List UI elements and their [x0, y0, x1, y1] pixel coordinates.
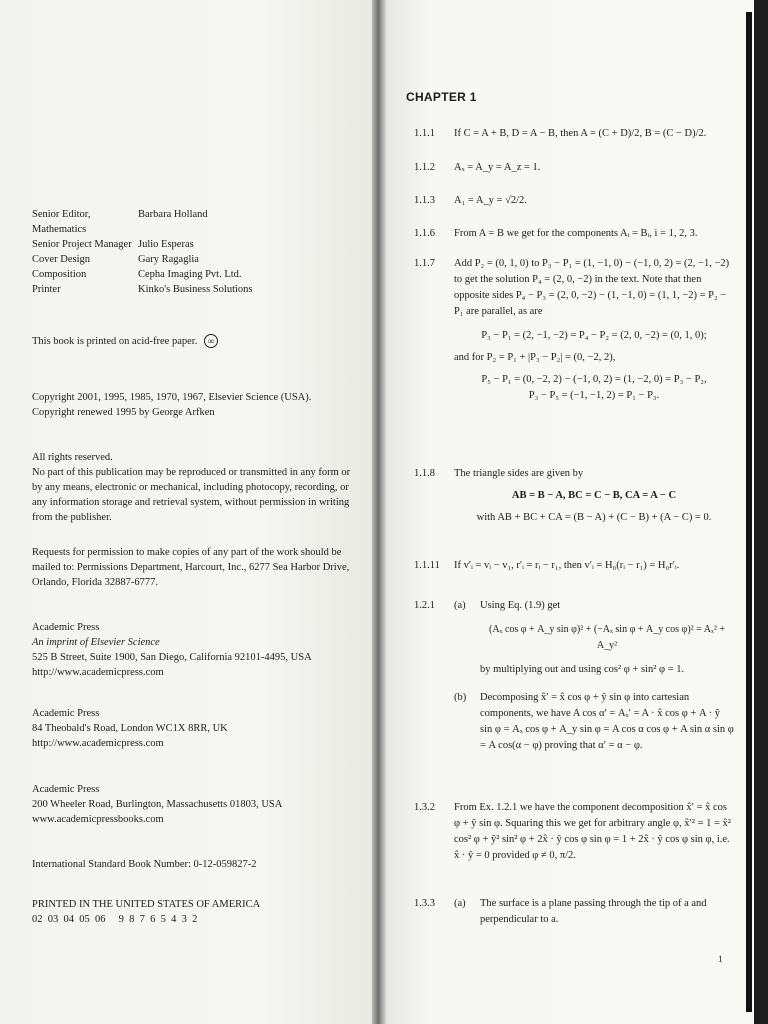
- problem-1-2-1: [414, 598, 734, 754]
- acid-free-text: This book is printed on acid-free paper.: [32, 336, 198, 347]
- problem-text: The surface is a plane passing through the tip of a and perpendicular to a.: [480, 898, 707, 925]
- problem-number: 1.1.6: [414, 228, 435, 239]
- publisher-url: www.academicpressbooks.com: [32, 814, 164, 825]
- credit-role: Printer: [32, 284, 61, 295]
- problem-body: [454, 896, 734, 928]
- problem-text: From A = B we get for the components Aᵢ = Bᵢ, i = 1, 2, 3.: [454, 228, 698, 239]
- problem-1-1-8: [414, 466, 734, 526]
- permissions-text: Requests for permission to make copies of any part of the work should be mailed to: Permissions Department, Harcourt, Inc., 6277 Sea Harbor Drive, Orlando, Florida 32887-6777.: [32, 547, 350, 588]
- credit-role: Composition: [32, 269, 87, 280]
- printed-country: PRINTED IN THE UNITED STATES OF AMERICA: [32, 899, 261, 910]
- left-page: [0, 0, 372, 1024]
- problem-text: From Ex. 1.2.1 we have the component decomposition x̂′ = x̂ cos φ + ŷ sin φ. Squaring this we get for arbitrary angle φ, x̂′² = 1 = x̂² cos² φ + ŷ² sin² φ + 2x̂ · ŷ cos φ sin φ = 1 + 2x̂ · ŷ cos φ sin φ, i.e. x̂ · ŷ = 0 provided φ ≠ 0, π/2.: [454, 802, 731, 861]
- publisher-address: 84 Theobald's Road, London WC1X 8RR, UK: [32, 723, 228, 734]
- publisher-name: Academic Press: [32, 622, 100, 633]
- problem-number: 1.1.7: [414, 258, 435, 269]
- publisher-url: http://www.academicpress.com: [32, 738, 164, 749]
- problem-body: [454, 256, 734, 404]
- equation: with AB + BC + CA = (B − A) + (C − B) + (A − C) = 0.: [476, 512, 712, 523]
- problem-1-1-1: [414, 126, 734, 142]
- problem-text: and for P₂ = P₁ + |P₃ − P₂| = (0, −2, 2),: [454, 352, 616, 363]
- rights-text: No part of this publication may be reproduced or transmitted in any form or by any means, electronic or mechanical, including photocopy, recording, or any information storage and retrieval system, without permission in writing from the publisher.: [32, 467, 351, 523]
- problem-text: Using Eq. (1.9) get: [480, 600, 561, 611]
- publisher-block-san-diego: [32, 620, 352, 680]
- publisher-block-london: [32, 706, 352, 751]
- problem-text: Aₓ = A_y = A_z = 1.: [454, 162, 541, 173]
- isbn: International Standard Book Number: 0-12-059827-2: [32, 859, 257, 870]
- problem-text: If v′ᵢ = vᵢ − v₁, r′ᵢ = rᵢ − r₁, then v′ᵢ = H₀(rᵢ − r₁) = H₀r′ᵢ.: [454, 560, 680, 571]
- sub-body: [480, 598, 734, 678]
- problem-1-1-2: [414, 160, 734, 176]
- page-edge-shadow: [746, 12, 752, 1012]
- credit-name: Barbara Holland: [138, 209, 208, 220]
- publisher-imprint: An imprint of Elsevier Science: [32, 637, 160, 648]
- problem-1-1-3: [414, 193, 734, 209]
- problem-1-1-7: [414, 256, 734, 404]
- printed-in: [32, 897, 352, 927]
- book-gutter: [372, 0, 386, 1024]
- problem-number: 1.1.3: [414, 195, 435, 206]
- sub-label: (a): [454, 898, 466, 909]
- publisher-address: 525 B Street, Suite 1900, San Diego, California 92101-4495, USA: [32, 652, 312, 663]
- problem-number: 1.1.8: [414, 468, 435, 479]
- sub-part-a: [454, 598, 734, 678]
- sub-label: (a): [454, 600, 466, 611]
- right-page: [386, 0, 754, 1024]
- credit-row: [32, 282, 253, 297]
- publisher-address: 200 Wheeler Road, Burlington, Massachusetts 01803, USA: [32, 799, 283, 810]
- credit-name: Gary Ragaglia: [138, 254, 199, 265]
- publisher-name: Academic Press: [32, 784, 100, 795]
- problem-number: 1.1.2: [414, 162, 435, 173]
- credits-list: [32, 207, 253, 297]
- equation: (Aₓ cos φ + A_y sin φ)² + (−Aₓ sin φ + A_y cos φ)² = Aₓ² + A_y²: [489, 624, 725, 651]
- problem-number: 1.3.3: [414, 898, 435, 909]
- permissions-block: [32, 545, 352, 590]
- copyright-block: [32, 390, 352, 420]
- credit-row: [32, 267, 253, 282]
- problem-text: by multiplying out and using cos² φ + sin² φ = 1.: [480, 664, 685, 675]
- publisher-block-burlington: [32, 782, 352, 827]
- equation: P₅ − P₁ = (0, −2, 2) − (−1, 0, 2) = (1, −2, 0) = P₃ − P₂,: [481, 374, 707, 385]
- book-edge: [754, 0, 768, 1024]
- credit-name: Julio Esperas: [138, 239, 194, 250]
- problem-body: [454, 598, 734, 754]
- problem-1-1-11: [414, 558, 734, 574]
- problem-text: Decomposing x̂′ = x̂ cos φ + ŷ sin φ into cartesian components, we have A cos α′ = Aₓ′ = A · x̂ cos φ + A · ŷ sin φ = Aₓ cos φ + A_y sin φ = A cos α cos φ + A sin α sin φ = A cos(α − φ) proving that α′ = α − φ.: [480, 692, 734, 751]
- problem-number: 1.2.1: [414, 600, 435, 611]
- problem-1-3-2: [414, 800, 734, 864]
- rights-heading: All rights reserved.: [32, 452, 113, 463]
- credit-role: Cover Design: [32, 254, 91, 265]
- equation: P₃ − P₁ = (2, −1, −2) = P₄ − P₂ = (2, 0, −2) = (0, 1, 0);: [481, 330, 707, 341]
- credit-row: [32, 237, 253, 252]
- sub-part-a: [454, 896, 734, 928]
- credit-name: Kinko's Business Solutions: [138, 284, 253, 295]
- sub-label: (b): [454, 692, 467, 703]
- infinity-icon: ∞: [204, 334, 218, 348]
- problem-body: [454, 466, 734, 526]
- problem-1-1-6: [414, 226, 734, 242]
- credit-row: [32, 207, 253, 237]
- problem-number: 1.1.1: [414, 128, 435, 139]
- problem-text: If C = A + B, D = A − B, then A = (C + D)/2, B = (C − D)/2.: [454, 128, 707, 139]
- sub-part-b: [454, 690, 734, 754]
- acid-free-note: [32, 334, 352, 349]
- problem-number: 1.3.2: [414, 802, 435, 813]
- credit-role: Senior Editor, Mathematics: [32, 209, 91, 235]
- copyright-line: Copyright 2001, 1995, 1985, 1970, 1967, Elsevier Science (USA).: [32, 392, 312, 403]
- problem-text: Add P₂ = (0, 1, 0) to P₃ − P₁ = (1, −1, 0) − (−1, 0, 2) = (2, −1, −2) to get the solution P₄ = (2, 0, −2) in the text. Note that then opposite sides P₄ − P₃ = (2, 0, −2) − (1, −1, 0) = (1, 1, −2) = P₂ − P₁ are parallel, as are: [454, 258, 730, 317]
- problem-1-3-3: [414, 896, 734, 928]
- problem-number: 1.1.11: [414, 560, 440, 571]
- publisher-name: Academic Press: [32, 708, 100, 719]
- credit-role: Senior Project Manager: [32, 239, 132, 250]
- equation: P₃ − P₅ = (−1, −1, 2) = P₁ − P₃.: [528, 390, 660, 401]
- copyright-line: Copyright renewed 1995 by George Arfken: [32, 407, 215, 418]
- chapter-heading: CHAPTER 1: [406, 90, 477, 104]
- credit-row: [32, 252, 253, 267]
- print-number-line: 02 03 04 05 06 9 8 7 6 5 4 3 2: [32, 914, 198, 925]
- equation: AB = B − A, BC = C − B, CA = A − C: [511, 490, 677, 501]
- rights-block: [32, 450, 352, 525]
- problem-text: A₁ = A_y = √2/2.: [454, 195, 527, 206]
- credit-name: Cepha Imaging Pvt. Ltd.: [138, 269, 242, 280]
- publisher-url: http://www.academicpress.com: [32, 667, 164, 678]
- problem-text: The triangle sides are given by: [454, 468, 584, 479]
- page-number: 1: [718, 954, 723, 964]
